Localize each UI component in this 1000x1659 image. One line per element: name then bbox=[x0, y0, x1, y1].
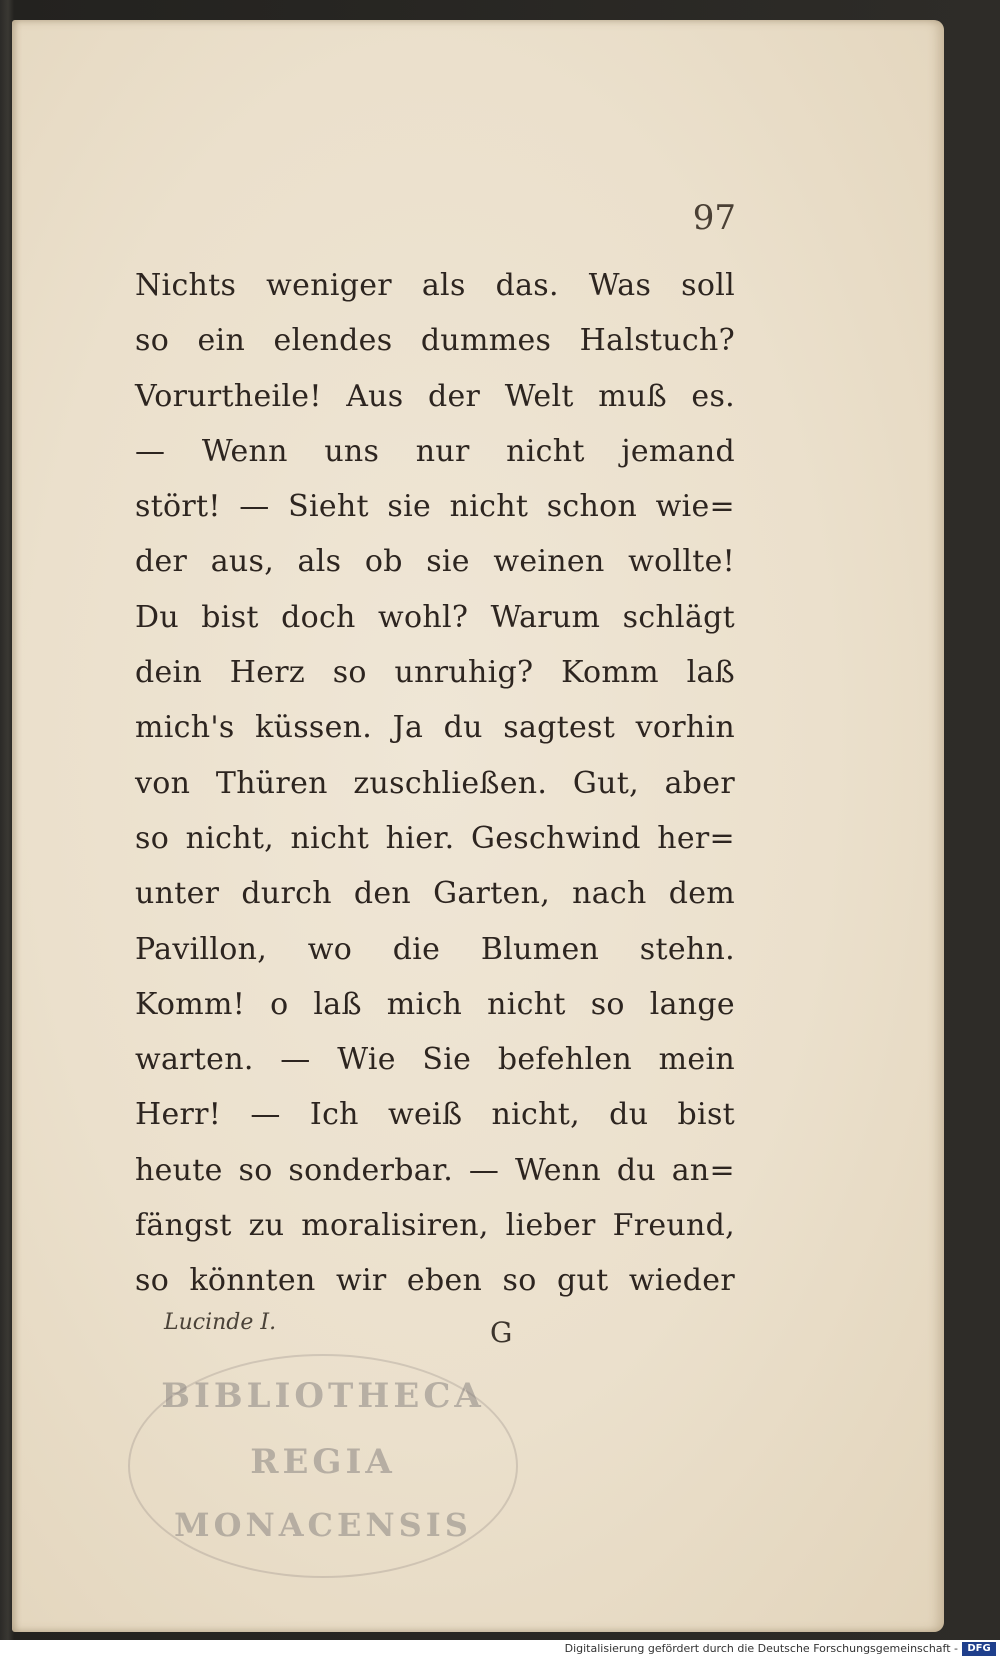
text-line: Vorurtheile! Aus der Welt muß es. bbox=[135, 378, 735, 414]
dfg-logo: DFG bbox=[962, 1642, 996, 1656]
book-page bbox=[12, 20, 944, 1632]
text-line: Komm! o laß mich nicht so lange bbox=[135, 986, 735, 1022]
text-line: stört! — Sieht sie nicht schon wie= bbox=[135, 489, 735, 525]
text-line: so könnten wir eben so gut wieder bbox=[135, 1263, 735, 1299]
body-text bbox=[135, 258, 735, 1309]
text-line: unter durch den Garten, nach dem bbox=[135, 876, 735, 912]
stamp-line-3: MONACENSIS bbox=[174, 1506, 472, 1544]
text-line: fängst zu moralisiren, lieber Freund, bbox=[135, 1208, 735, 1244]
text-line: von Thüren zuschließen. Gut, aber bbox=[135, 765, 735, 801]
stamp-line-2: REGIA bbox=[250, 1442, 396, 1482]
text-line: so ein elendes dummes Halstuch? bbox=[135, 323, 735, 359]
text-line: dein Herz so unruhig? Komm laß bbox=[135, 655, 735, 691]
library-stamp bbox=[128, 1354, 518, 1578]
text-line: Nichts weniger als das. Was soll bbox=[135, 268, 735, 303]
text-line: Herr! — Ich weiß nicht, du bist bbox=[135, 1097, 735, 1133]
text-line: warten. — Wie Sie befehlen mein bbox=[135, 1042, 735, 1078]
text-line: heute so sonderbar. — Wenn du an= bbox=[135, 1152, 735, 1188]
footer-credit: Digitalisierung gefördert durch die Deutsche Forschungsgemeinschaft - bbox=[564, 1642, 958, 1655]
text-line: Du bist doch wohl? Warum schlägt bbox=[135, 599, 735, 635]
stamp-line-1: BIBLIOTHECA bbox=[161, 1376, 485, 1416]
text-line: der aus, als ob sie weinen wollte! bbox=[135, 544, 735, 580]
text-line: so nicht, nicht hier. Geschwind her= bbox=[135, 820, 735, 856]
page-number: 97 bbox=[692, 198, 736, 238]
text-line: mich's küssen. Ja du sagtest vorhin bbox=[135, 710, 735, 746]
signature-mark: G bbox=[490, 1316, 513, 1349]
signature-mark-left: Lucinde I. bbox=[164, 1310, 277, 1335]
footer-bar bbox=[0, 1640, 1000, 1659]
text-line: Pavillon, wo die Blumen stehn. bbox=[135, 931, 735, 967]
text-line: — Wenn uns nur nicht jemand bbox=[135, 433, 735, 469]
